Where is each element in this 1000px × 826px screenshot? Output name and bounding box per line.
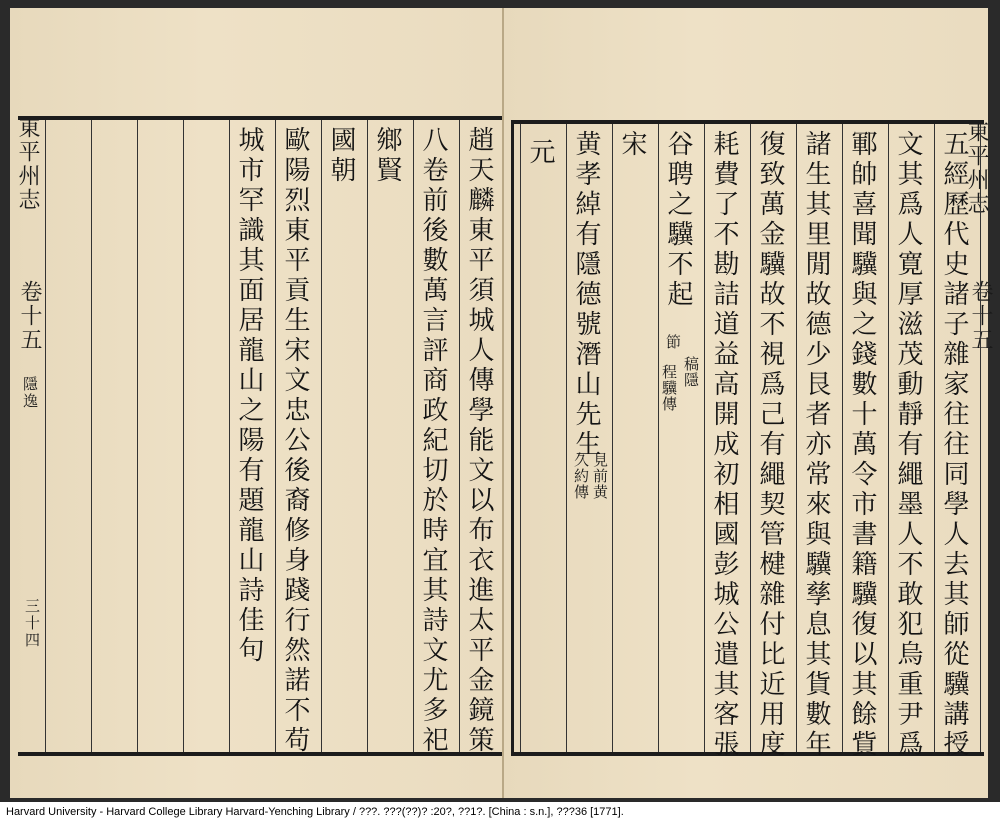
left-col-4: 國朝 bbox=[326, 126, 356, 186]
right-col-6: 耗費了不勘詰道益高開成初相國彭城公遣其客張 bbox=[709, 130, 739, 760]
right-col-5: 復致萬金驥故不視爲己有繩契管楗雜付比近用度 bbox=[755, 130, 785, 760]
left-margin-page-number: 三十四 bbox=[23, 598, 41, 649]
right-page bbox=[503, 8, 993, 798]
left-col-5: 歐陽烈東平貢生宋文忠公後裔修身踐行然諾不苟 bbox=[280, 126, 310, 756]
left-col-6: 城市罕識其面居龍山之陽有題龍山詩佳句 bbox=[234, 126, 264, 666]
right-note-jianqianhuang: 見前黄 bbox=[591, 452, 609, 500]
right-text-frame bbox=[511, 120, 984, 760]
left-col-2: 八卷前後數萬言評商政紀切於時宜其詩文尤多祀 bbox=[418, 126, 448, 756]
right-col-7-notes-3 bbox=[682, 356, 699, 388]
left-text-frame bbox=[18, 116, 502, 756]
left-page bbox=[10, 8, 504, 798]
right-margin-volume: 卷十五 bbox=[968, 280, 993, 352]
right-col-8: 宋 bbox=[617, 130, 647, 160]
library-caption: Harvard University - Harvard College Library Harvard-Yenching Library / ???. ???(??)? :20?, ??1?. [China : s.n.], ???36 [1771]. bbox=[6, 806, 624, 818]
right-col-3: 鄆帥喜聞驥與之錢數十萬令市書籍驥復以其餘貲 bbox=[847, 130, 877, 760]
right-col-1: 五經歷代史諸子雜家往往同學人去其師從驥講授 bbox=[939, 130, 969, 760]
left-col-1: 趙天麟東平須城人傳學能文以布衣進太平金鏡策 bbox=[464, 126, 494, 756]
left-margin-volume: 卷十五 bbox=[17, 280, 42, 352]
right-note-chengji: 程驥傳 bbox=[660, 364, 678, 412]
right-note-jiuyuezhuan: 久約傳 bbox=[572, 452, 590, 500]
right-col-9-notes bbox=[572, 452, 608, 500]
left-margin-title: 東平州志 bbox=[15, 116, 40, 212]
left-col-3: 鄉賢 bbox=[372, 126, 402, 186]
right-col-7: 谷聘之驥不起 bbox=[663, 130, 693, 310]
right-note-jie: 節 bbox=[664, 334, 682, 350]
right-col-7-notes bbox=[664, 334, 681, 350]
right-note-gaoyin: 稿隱 bbox=[682, 356, 700, 388]
right-margin-title: 東平州志 bbox=[964, 120, 989, 216]
right-col-4: 諸生其里閒故德少艮者亦常來與驥孳息其貨數年 bbox=[801, 130, 831, 760]
right-col-2: 文其爲人寛厚滋茂動靜有繩墨人不敢犯烏重尹爲 bbox=[893, 130, 923, 760]
right-col-9: 黄孝綽有隱德號潛山先生 bbox=[571, 130, 601, 460]
right-col-10: 元 bbox=[525, 138, 555, 168]
left-margin-section: 隱逸 bbox=[21, 376, 39, 410]
right-col-7-notes-2 bbox=[660, 364, 677, 412]
